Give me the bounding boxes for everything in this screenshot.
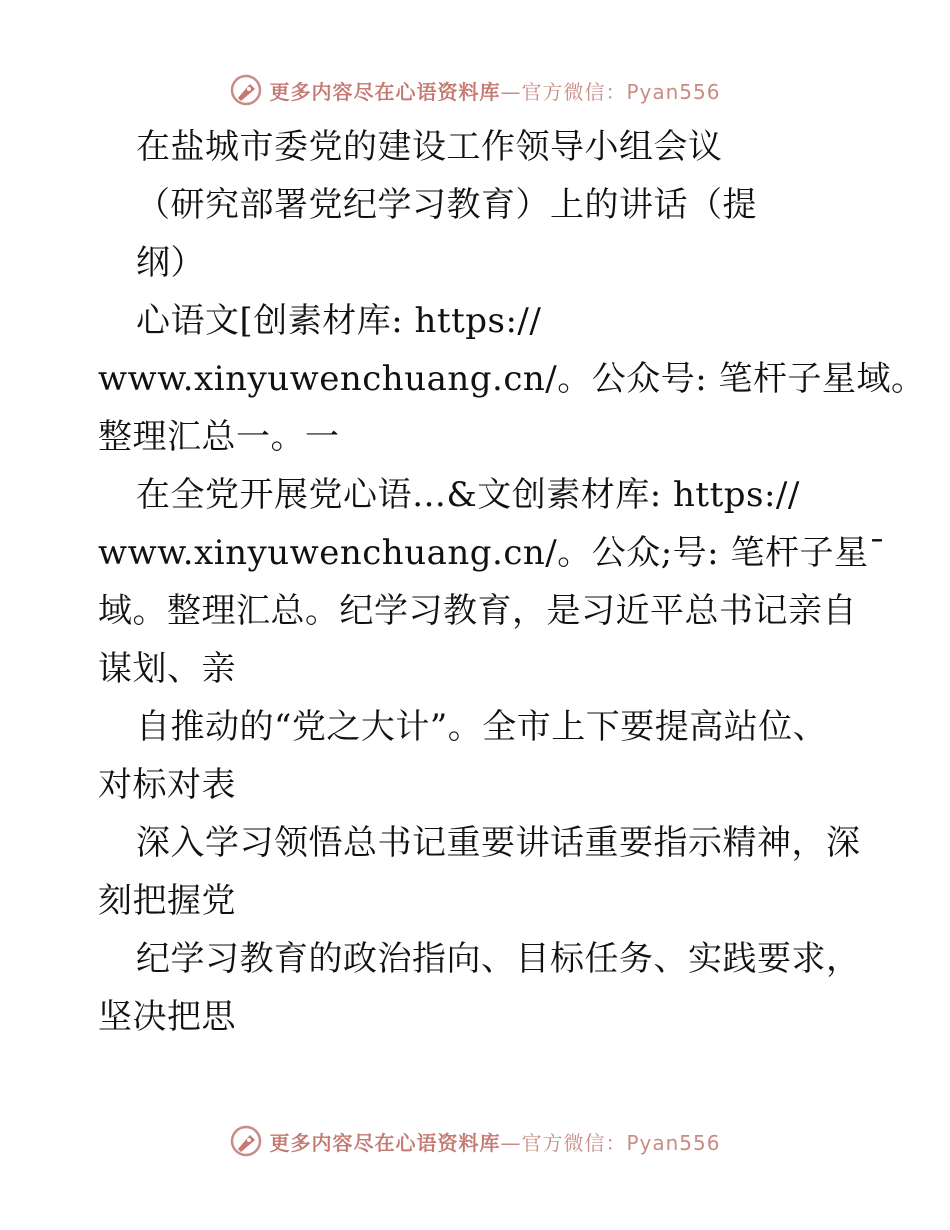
- footer-banner-text: [269, 1127, 720, 1156]
- footer-banner-main: 更多内容尽在心语资料库: [269, 1130, 501, 1155]
- paragraph-line: 深入学习领悟总书记重要讲话重要指示精神，深: [136, 823, 861, 863]
- paragraph-line: 在全党开展党心语…&文创素材库: https://: [136, 475, 800, 515]
- paragraph-line: www.xinyuwenchuang.cn/。公众;号: 笔杆子星¯: [98, 533, 886, 573]
- title-line-1: 在盐城市委党的建设工作领导小组会议: [136, 127, 723, 167]
- paragraph-line: 整理汇总一。一: [98, 417, 340, 457]
- paragraph-line: 心语文[创素材库: https://: [136, 301, 542, 341]
- header-banner-main: 更多内容尽在心语资料库: [269, 79, 501, 104]
- document-body: [98, 118, 926, 1046]
- header-banner-text: [269, 76, 720, 105]
- header-banner-tail: —官方微信：Pyan556: [500, 79, 721, 104]
- footer-banner-tail: —官方微信：Pyan556: [500, 1130, 721, 1155]
- footer-banner: [0, 1121, 950, 1161]
- title-line-2: （研究部署党纪学习教育）上的讲话（提: [136, 185, 757, 225]
- title-line-3: 纲）: [136, 243, 205, 283]
- paragraph-line: 谋划、亲: [98, 649, 236, 689]
- paragraph-line: 刻把握党: [98, 881, 236, 921]
- pen-nib-logo-icon: [229, 73, 263, 107]
- pen-nib-logo-icon: [229, 1124, 263, 1158]
- paragraph-line: 域。整理汇总。纪学习教育，是习近平总书记亲自: [98, 591, 857, 631]
- paragraph-line: 纪学习教育的政治指向、目标任务、实践要求，: [136, 939, 861, 979]
- header-banner: [0, 70, 950, 110]
- paragraph-line: 对标对表: [98, 765, 236, 805]
- paragraph-line: 自推动的“党之大计”。全市上下要提高站位、: [136, 707, 828, 747]
- paragraph-line: www.xinyuwenchuang.cn/。公众号: 笔杆子星域。: [98, 359, 926, 399]
- paragraph-line: 坚决把思: [98, 997, 236, 1037]
